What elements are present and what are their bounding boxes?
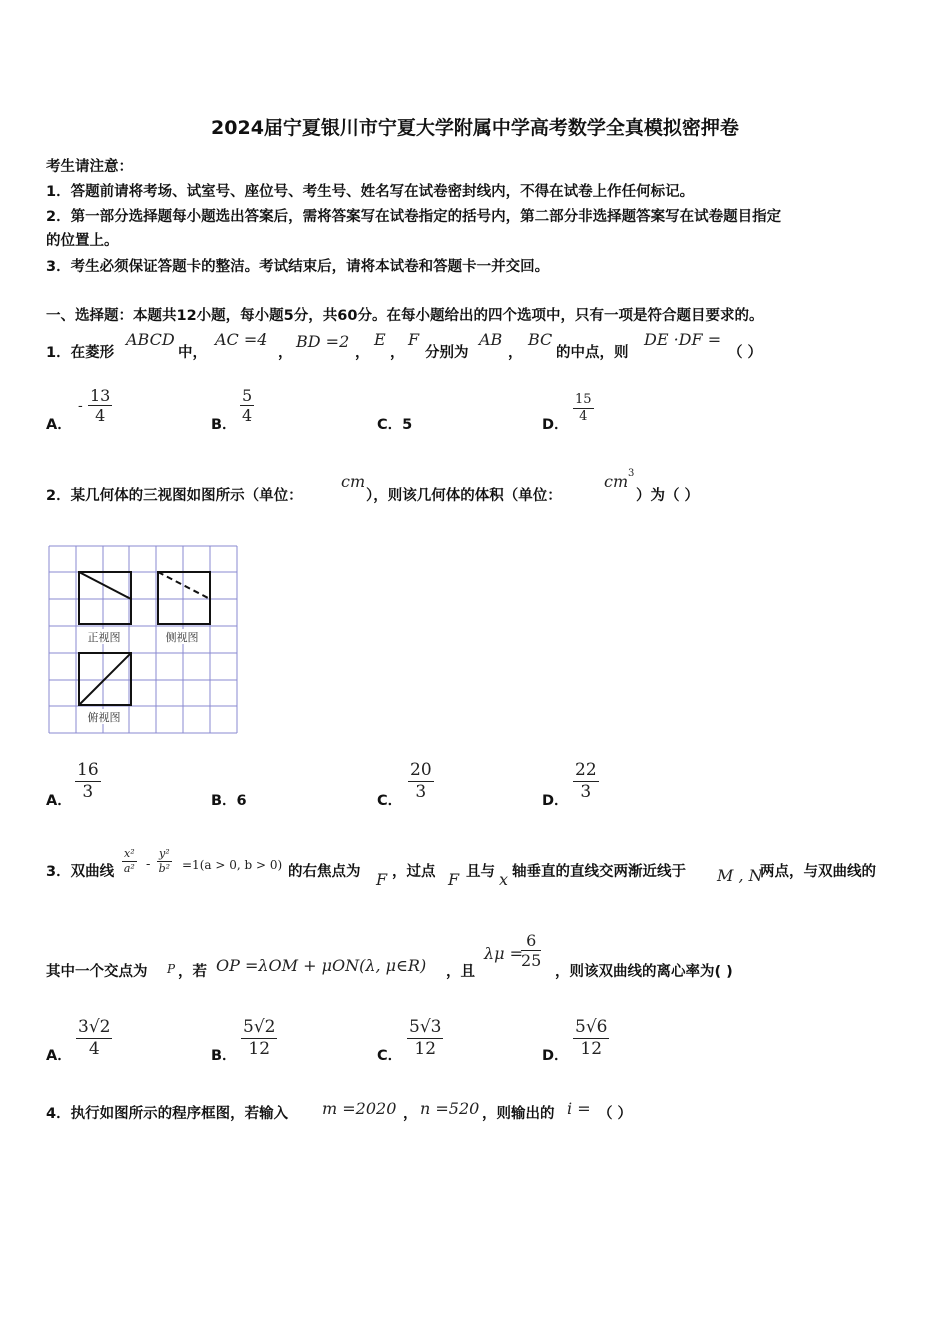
front-view-label: 正视图 xyxy=(87,631,121,644)
q2-text-1: 2．某几何体的三视图如图所示（单位： xyxy=(46,488,303,504)
q1-text-2: 中， xyxy=(178,345,207,361)
q3-y2-over-b2 xyxy=(157,848,172,875)
q3-minus: - xyxy=(146,857,151,872)
q3-option-c-fraction xyxy=(407,1018,443,1059)
q1-option-b-fraction xyxy=(240,387,254,426)
q3-option-a-num: 3√2 xyxy=(78,1017,111,1037)
q2-option-a-den: 3 xyxy=(82,781,94,802)
q3-option-c-label: C． xyxy=(377,1048,403,1064)
q3-text-2: 的右焦点为 xyxy=(288,864,361,880)
front-view-line xyxy=(79,572,131,599)
q4-n-value: n =520 xyxy=(420,1099,480,1118)
q3-option-d-den: 12 xyxy=(580,1038,603,1059)
front-view-square xyxy=(79,572,131,624)
q1-comma-2: ， xyxy=(355,345,370,361)
q3-option-d-fraction xyxy=(573,1018,609,1059)
q1-ac: AC =4 xyxy=(215,330,268,349)
side-view-label: 侧视图 xyxy=(165,631,199,644)
q3-mn: M , N xyxy=(717,866,763,885)
q3-b2: b² xyxy=(158,861,171,875)
notice-item-1: 1．答题前请将考场、试室号、座位号、考生号、姓名写在试卷密封线内，不得在试卷上作任何标记。 xyxy=(46,184,695,200)
section-heading: 一、选择题：本题共12小题，每小题5分，共60分。在每小题给出的四个选项中，只有一项是符合题目要求的。 xyxy=(46,308,764,324)
q1-option-d-num: 15 xyxy=(575,392,592,407)
notice-item-3: 3．考生必须保证答题卡的整洁。考试结束后，请将本试卷和答题卡一并交回。 xyxy=(46,259,550,275)
q1-option-a-sign: - xyxy=(78,398,83,414)
q3-option-b-label: B． xyxy=(211,1048,237,1064)
q2-option-d-den: 3 xyxy=(580,781,592,802)
notice-item-2-cont: 的位置上。 xyxy=(46,233,119,249)
q3-text-1: 3．双曲线 xyxy=(46,864,115,880)
q2-option-c-label: C． xyxy=(377,793,403,809)
q1-text-1: 1．在菱形 xyxy=(46,345,115,361)
q1-option-d-fraction xyxy=(573,393,594,425)
q3-option-c-num: 5√3 xyxy=(409,1017,442,1037)
q4-paren: （ ） xyxy=(598,1106,633,1122)
q1-e: E xyxy=(374,330,386,349)
side-view-dashed-line xyxy=(158,572,210,599)
side-view-square xyxy=(158,572,210,624)
q2-option-c-fraction xyxy=(408,761,434,802)
q3-frac-den: 25 xyxy=(521,951,542,971)
notice-heading: 考生请注意： xyxy=(46,159,133,175)
q2-unit-cm3: cm xyxy=(604,472,629,491)
q3-text-6: 两点，与双曲线的 xyxy=(760,864,876,880)
q3-text-9: ，且 xyxy=(446,964,475,980)
page-title: 2024届宁夏银川市宁夏大学附属中学高考数学全真模拟密押卷 xyxy=(211,117,739,139)
q2-unit-sup3: 3 xyxy=(628,468,635,479)
q3-x2-over-a2 xyxy=(122,848,137,875)
notice-item-2: 2．第一部分选择题每小题选出答案后，需将答案写在试卷指定的括号内，第二部分非选择题答案写在试卷题目指定 xyxy=(46,209,782,225)
q2-unit-cm: cm xyxy=(341,472,366,491)
q1-comma-4: ， xyxy=(508,345,523,361)
q2-option-a-fraction xyxy=(75,761,101,802)
q2-option-d-label: D． xyxy=(542,793,569,809)
q3-text-8: ，若 xyxy=(178,964,207,980)
q1-option-b-num: 5 xyxy=(242,386,253,405)
q4-m-value: m =2020 xyxy=(322,1099,397,1118)
q2-option-b: B．6 xyxy=(211,793,247,809)
top-view-line xyxy=(79,653,131,705)
q2-option-c-den: 3 xyxy=(415,781,427,802)
q1-option-b-label: B． xyxy=(211,417,237,433)
q1-option-a-fraction xyxy=(88,387,112,426)
q3-f-1: F xyxy=(376,870,388,889)
q2-option-d-num: 22 xyxy=(575,760,597,780)
q4-comma: ， xyxy=(403,1106,418,1122)
q2-option-a-num: 16 xyxy=(77,760,99,780)
q3-text-4: 且与 xyxy=(466,864,495,880)
q3-a2: a² xyxy=(123,861,135,875)
q3-text-3: ，过点 xyxy=(392,864,436,880)
q3-option-c-den: 12 xyxy=(414,1038,437,1059)
q4-i: i = xyxy=(567,1099,591,1118)
q3-option-d-label: D． xyxy=(542,1048,569,1064)
q2-option-d-fraction xyxy=(573,761,599,802)
q3-text-10: ，则该双曲线的离心率为( ) xyxy=(555,964,733,980)
top-view-label: 俯视图 xyxy=(87,711,121,724)
q3-frac-num: 6 xyxy=(521,932,541,951)
q3-vector-equation: OP =λOM + μON(λ, μ∈R) xyxy=(216,956,427,975)
q1-expression: DE ·DF = xyxy=(644,330,722,349)
q3-text-5: 轴垂直的直线交两渐近线于 xyxy=(512,864,686,880)
q1-comma-3: ， xyxy=(390,345,405,361)
q4-text-2: ，则输出的 xyxy=(482,1106,555,1122)
q2-option-a-label: A． xyxy=(46,793,72,809)
q3-option-b-fraction xyxy=(241,1018,277,1059)
q2-text-3: ）为（ ） xyxy=(636,488,700,504)
q1-text-3: 分别为 xyxy=(425,345,469,361)
q1-ab: AB xyxy=(479,330,503,349)
q1-option-a-label: A． xyxy=(46,417,72,433)
q1-paren: （ ） xyxy=(728,345,763,361)
q3-text-7: 其中一个交点为 xyxy=(46,964,148,980)
q4-text-1: 4．执行如图所示的程序框图，若输入 xyxy=(46,1106,289,1122)
q3-p: P xyxy=(167,962,176,976)
three-view-figure xyxy=(48,543,240,737)
q3-option-a-fraction xyxy=(76,1018,112,1059)
q3-x2: x² xyxy=(124,847,135,860)
q1-text-4: 的中点，则 xyxy=(556,345,629,361)
q3-option-d-num: 5√6 xyxy=(575,1017,608,1037)
q1-comma-1: ， xyxy=(278,345,293,361)
q3-condition: =1(a > 0, b > 0) xyxy=(182,858,283,872)
q1-option-a-num: 13 xyxy=(90,386,111,405)
q3-lambda-mu: λμ = xyxy=(484,944,524,963)
q2-option-c-num: 20 xyxy=(410,760,432,780)
grid-lines xyxy=(49,546,237,733)
q3-x: x xyxy=(499,870,509,889)
q3-y2: y² xyxy=(159,847,170,860)
q1-option-c: C．5 xyxy=(377,417,413,433)
q3-option-b-num: 5√2 xyxy=(243,1017,276,1037)
q1-bd: BD =2 xyxy=(296,332,350,351)
q1-option-a-den: 4 xyxy=(95,406,106,426)
q3-option-b-den: 12 xyxy=(248,1038,271,1059)
q3-option-a-label: A． xyxy=(46,1048,72,1064)
q1-bc: BC xyxy=(528,330,553,349)
q1-option-d-den: 4 xyxy=(579,408,588,424)
q2-text-2: ），则该几何体的体积（单位： xyxy=(366,488,562,504)
q3-lambda-mu-fraction xyxy=(521,932,541,971)
q1-f: F xyxy=(408,330,420,349)
q3-option-a-den: 4 xyxy=(88,1038,100,1059)
q3-f-2: F xyxy=(448,870,460,889)
q1-option-d-label: D． xyxy=(542,417,569,433)
q1-option-b-den: 4 xyxy=(242,406,253,426)
q1-abcd: ABCD xyxy=(126,330,175,349)
